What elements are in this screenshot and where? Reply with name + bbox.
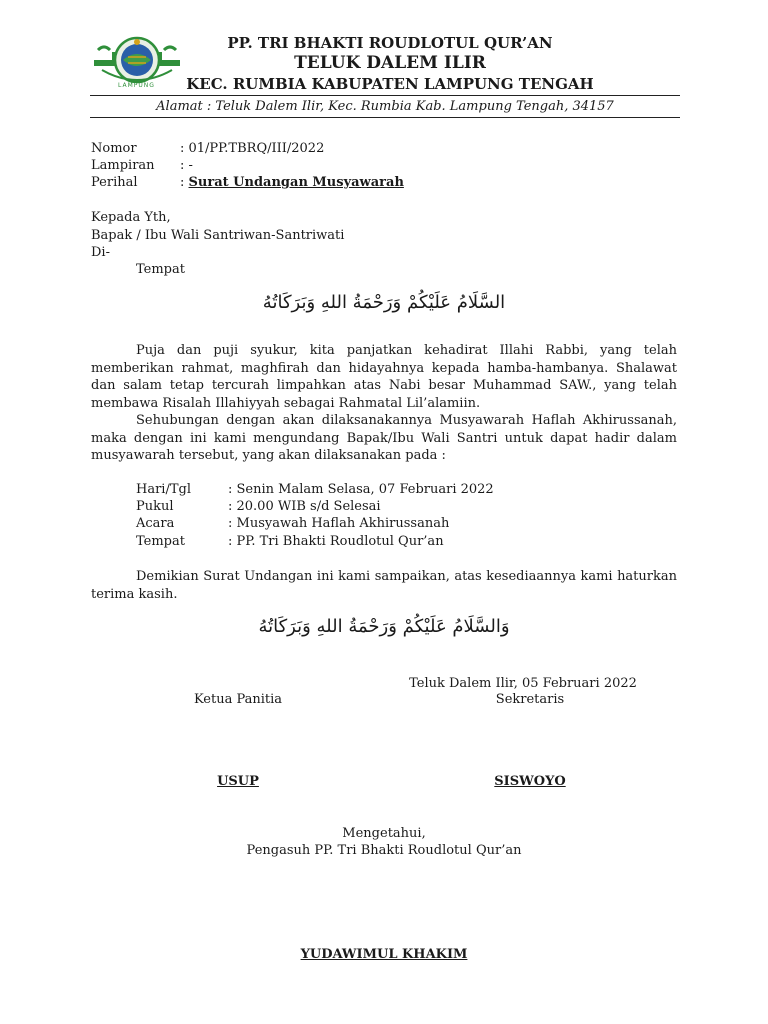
recipient-name: Bapak / Ibu Wali Santriwan-Santriwati <box>91 228 345 243</box>
address-line: Alamat : Teluk Dalem Ilir, Kec. Rumbia Kab. Lampung Tengah, 34157 <box>156 99 614 114</box>
header-rule-bottom <box>90 117 680 118</box>
detail-label-event: Acara <box>136 516 175 531</box>
detail-value-time: : 20.00 WIB s/d Selesai <box>228 499 381 514</box>
org-name: PP. TRI BHAKTI ROUDLOTUL QUR’AN <box>227 34 553 52</box>
nomor-label: Nomor <box>91 141 137 156</box>
right-signer-title: Sekretaris <box>495 692 565 707</box>
recipient-place: Tempat <box>136 262 185 277</box>
perihal-colon: : <box>180 175 185 190</box>
recipient-di: Di- <box>91 245 110 260</box>
header-rule-top <box>90 95 680 96</box>
acknowledge-label: Mengetahui, <box>342 826 426 841</box>
lampiran-value: : - <box>180 158 193 173</box>
detail-label-date: Hari/Tgl <box>136 482 191 497</box>
org-location: TELUK DALEM ILIR <box>294 53 486 73</box>
logo-caption: LAMPUNG <box>118 82 155 89</box>
lampiran-label: Lampiran <box>91 158 155 173</box>
left-signer-title: Ketua Panitia <box>193 692 283 707</box>
recipient-salutation: Kepada Yth, <box>91 210 171 225</box>
detail-label-place: Tempat <box>136 534 185 549</box>
place-date: Teluk Dalem Ilir, 05 Februari 2022 <box>409 676 637 691</box>
acknowledge-title: Pengasuh PP. Tri Bhakti Roudlotul Qur’an <box>246 843 522 858</box>
perihal-label: Perihal <box>91 175 138 190</box>
perihal-value <box>180 174 404 192</box>
body-paragraph-1: Puja dan puji syukur, kita panjatkan kehadirat Illahi Rabbi, yang telah memberikan rahmat, maghfirah dan hidayahnya kepada hamba-hambanya. Shalawat dan salam tetap tercurah limpahkan atas Nabi besar Muhammad SAW., yang telah membawa Risalah Illahiyyah sebagai Rahmatal Lil’alamiin. <box>91 343 677 411</box>
left-signer-name: USUP <box>217 774 259 789</box>
detail-value-place: : PP. Tri Bhakti Roudlotul Qur’an <box>228 534 444 549</box>
org-district: KEC. RUMBIA KABUPATEN LAMPUNG TENGAH <box>186 75 594 93</box>
nomor-value: : 01/PP.TBRQ/III/2022 <box>180 141 325 156</box>
greeting-close: وَالسَّلَامُ عَلَيْكُمْ وَرَحْمَةُ اللهِ وَبَرَكَاتُهُ <box>258 616 510 637</box>
greeting-open: السَّلَامُ عَلَيْكُمْ وَرَحْمَةُ اللهِ وَبَرَكَاتُهُ <box>262 292 506 313</box>
right-signer-name: SISWOYO <box>494 774 566 789</box>
body-paragraph-3: Demikian Surat Undangan ini kami sampaikan, atas kesediaannya kami haturkan terima kasih. <box>91 569 677 602</box>
perihal-subject: Surat Undangan Musyawarah <box>188 175 404 190</box>
detail-value-date: : Senin Malam Selasa, 07 Februari 2022 <box>228 482 494 497</box>
detail-label-time: Pukul <box>136 499 174 514</box>
detail-value-event: : Musyawah Haflah Akhirussanah <box>228 516 450 531</box>
body-paragraph-2: Sehubungan dengan akan dilaksanakannya Musyawarah Haflah Akhirussanah, maka dengan ini kami mengundang Bapak/Ibu Wali Santri untuk dapat hadir dalam musyawarah tersebut, yang akan dilaksanakan pada : <box>91 413 677 463</box>
acknowledge-name: YUDAWIMUL KHAKIM <box>300 947 468 962</box>
